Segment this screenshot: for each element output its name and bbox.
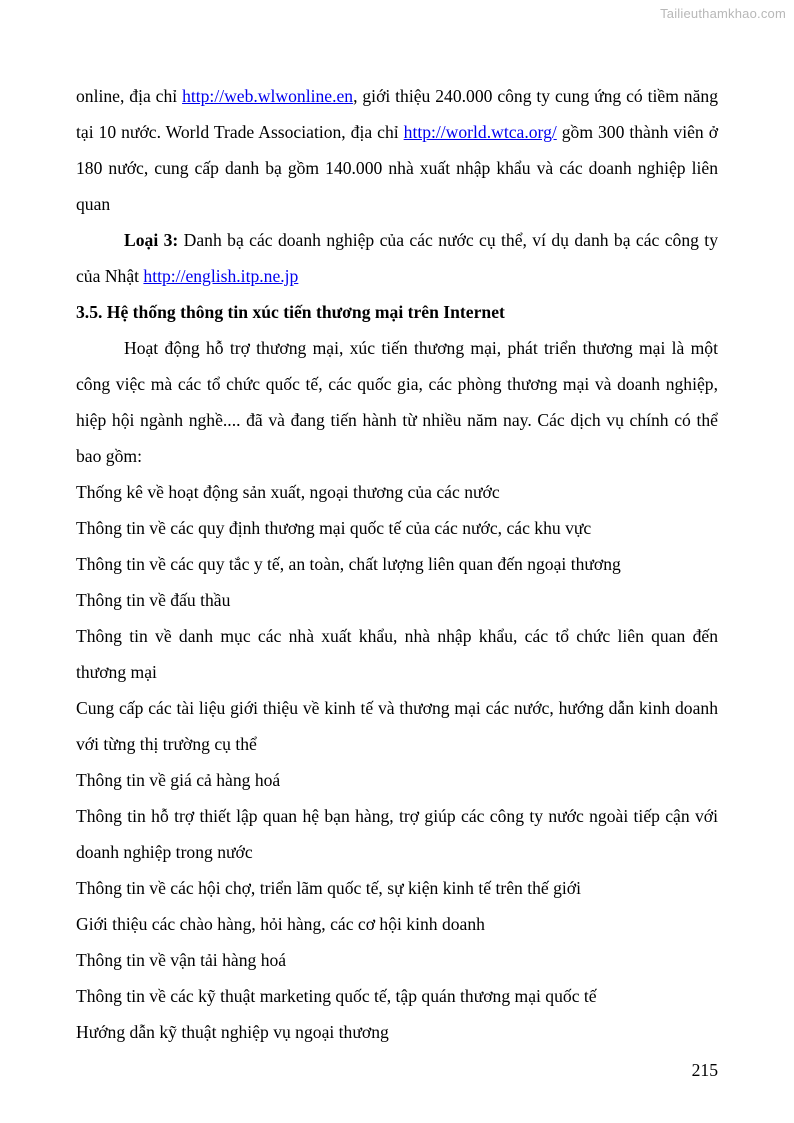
paragraph-text: online, địa chỉ <box>76 86 183 106</box>
type-3-label: Loại 3: <box>124 230 179 250</box>
list-item: Cung cấp các tài liệu giới thiệu về kinh tế và thương mại các nước, hướng dẫn kinh doanh với từng thị trường cụ thể <box>76 698 718 754</box>
services-list <box>76 474 718 1050</box>
list-item: Thông tin về các hội chợ, triển lãm quốc tế, sự kiện kinh tế trên thế giới <box>76 878 581 898</box>
list-item: Giới thiệu các chào hàng, hỏi hàng, các cơ hội kinh doanh <box>76 914 485 934</box>
intro-paragraph: Hoạt động hỗ trợ thương mại, xúc tiến thương mại, phát triển thương mại là một công việc mà các tổ chức quốc tế, các quốc gia, các phòng thương mại và doanh nghiệp, hiệp hội ngành nghề.... đã và đang tiến hành từ nhiều năm nay. Các dịch vụ chính có thể bao gồm: <box>76 338 718 466</box>
list-item: Thông tin về đấu thầu <box>76 590 231 610</box>
paragraph-text: , giới thiệu 240.000 công ty cung ứng có tiềm năng tại 10 nước. World Trade Association, địa chỉ <box>76 86 718 142</box>
page-content <box>76 78 718 1050</box>
link-itp[interactable]: http://english.itp.ne.jp <box>143 266 299 286</box>
link-wlwonline[interactable]: http://web.wlwonline.en <box>182 86 354 106</box>
list-item: Thông tin về giá cả hàng hoá <box>76 770 281 790</box>
list-item: Thông tin về vận tải hàng hoá <box>76 950 287 970</box>
page-number: 215 <box>691 1060 718 1080</box>
list-item: Hướng dẫn kỹ thuật nghiệp vụ ngoại thương <box>76 1022 389 1042</box>
section-heading: 3.5. Hệ thống thông tin xúc tiến thương mại trên Internet <box>76 302 505 322</box>
paragraph-text: gồm 300 thành viên ở 180 nước, cung cấp danh bạ gồm 140.000 nhà xuất nhập khẩu và các doanh nghiệp liên quan <box>76 122 718 214</box>
list-item: Thống kê về hoạt động sản xuất, ngoại thương của các nước <box>76 482 500 502</box>
paragraph-text: Danh bạ các doanh nghiệp của các nước cụ thể, ví dụ danh bạ các công ty của Nhật <box>76 230 718 286</box>
list-item: Thông tin về các kỹ thuật marketing quốc tế, tập quán thương mại quốc tế <box>76 986 597 1006</box>
list-item: Thông tin về các quy tắc y tế, an toàn, chất lượng liên quan đến ngoại thương <box>76 554 621 574</box>
list-item: Thông tin về danh mục các nhà xuất khẩu, nhà nhập khẩu, các tổ chức liên quan đến thương mại <box>76 626 718 682</box>
paragraph-directories <box>76 78 718 222</box>
link-wtca[interactable]: http://world.wtca.org/ <box>403 122 557 142</box>
list-item: Thông tin về các quy định thương mại quốc tế của các nước, các khu vực <box>76 518 592 538</box>
paragraph-type-3 <box>76 222 718 294</box>
watermark: Tailieuthamkhao.com <box>660 6 786 21</box>
list-item: Thông tin hỗ trợ thiết lập quan hệ bạn hàng, trợ giúp các công ty nước ngoài tiếp cận với doanh nghiệp trong nước <box>76 806 718 862</box>
